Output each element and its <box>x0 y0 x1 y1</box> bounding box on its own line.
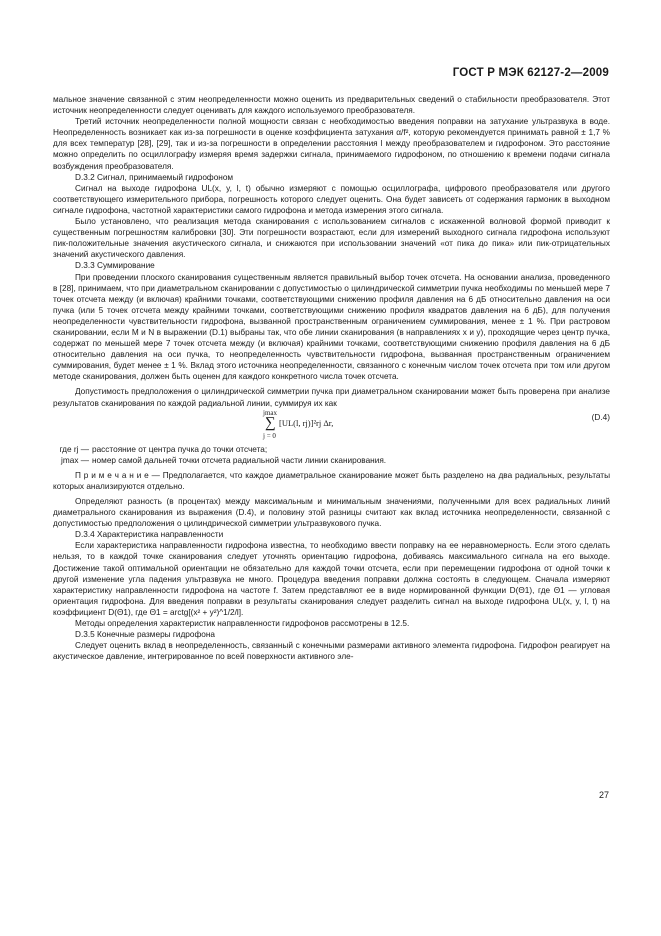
paragraph: Методы определения характеристик направленности гидрофонов рассмотрены в 12.5. <box>75 619 410 629</box>
section-heading-d32: D.3.2 Сигнал, принимаемый гидрофоном <box>75 172 234 182</box>
page-number: 27 <box>598 790 609 800</box>
equation-d4 <box>53 410 610 444</box>
equation-body: [UL(l, rj)]²rj Δr, <box>279 417 334 428</box>
note: П р и м е ч а н и е — Предполагается, что каждое диаметральное сканирование может быть разделено на два радиальных, результаты которых анализируются отдельно. <box>53 470 610 491</box>
paragraph: Было установлено, что реализация метода сканирования с использованием сигналов с искаженной волновой формой приводит к существенным погрешностям калибровки [30]. Эти погрешности возрастают, если для измерений выходного сигнала гидрофона используют пик-положительные значения акустического сигнала, и снижаются при использовании значений «от пика до пика» или пик-отрицательных значений акустического давления. <box>53 217 610 260</box>
section-heading-d33: D.3.3 Суммирование <box>75 261 155 271</box>
section-heading-d34: D.3.4 Характеристика направленности <box>75 530 224 540</box>
definition-symbol: jmax — <box>61 455 89 465</box>
definition-text: номер самой дальней точки отсчета радиальной части линии сканирования. <box>92 455 387 465</box>
definition-text: расстояние от центра пучка до точки отсчета; <box>92 444 268 454</box>
definition-symbol: где rj — <box>59 444 89 454</box>
paragraph: Следует оценить вклад в неопределенность, связанный с конечными размерами активного элемента гидрофона. Гидрофон реагирует на акустическое давление, интегрированное по всей поверхности активного эле- <box>53 641 610 662</box>
paragraph: Допустимость предположения о цилиндрической симметрии пучка при диаметральном сканировании может быть проверена при анализе результатов сканирования по каждой радиальной линии, суммируя их как <box>53 387 610 408</box>
document-body <box>53 94 610 662</box>
paragraph: Если характеристика направленности гидрофона известна, то необходимо ввести поправку на ее неравномерность. Если этого сделать нельзя, то в каждой точке сканирования следует уточнять ориентацию гидрофона, добиваясь максимального сигнала на его выходе. Достижение такой оптимальной ориентации не обязательно для каждой точки отсчета, если при перемещении гидрофона от одной точки к другой изменение угла падения ультразвука не много. Процедура введения поправки должна состоять в следующем. Сначала измеряют характеристику направленности гидрофона на частоте f. Затем представляют ее в виде нормированной функции D(Θ1), где Θ1 — угловая ориентация гидрофона. Для введения поправки в результаты сканирования следует разделить сигнал на выходе гидрофона UL(x, y, l, t) на коэффициент D(Θ1), где Θ1 = arctg[(x² + y²)^1/2/l]. <box>53 541 610 617</box>
definition-row <box>53 455 610 466</box>
variable-definitions <box>53 444 610 466</box>
paragraph: Определяют разность (в процентах) между максимальным и минимальным значениями, полученными для всех радиальных линий диаметрального сканирования из выражения (D.4), и половину этой разницы считают как вклад источника неопределенности, связанной с допустимостью предположения о цилиндрической симметрии ультразвукового пучка. <box>53 497 610 529</box>
definition-row <box>53 444 610 455</box>
paragraph: При проведении плоского сканирования существенным является правильный выбор точек отсчета. На основании анализа, проведенного в [28], принимаем, что при диаметральном сканировании с допустимостью о цилиндрической симметрии пучка необходимы по меньшей мере 7 точек отсчета между (и включая) крайними точками, соответствующими снижению профиля давления на 6 дБ относительно давления на оси пучка (или 5 точек отсчета между крайними точками, соответствующими снижению профиля квадратов давления на 6 дБ), для получения неопределенности чувствительности гидрофона, вызванной пространственным ограничением суммирования, менее ± 1 %. При растровом сканировании, если M и N в выражении (D.1) выбраны так, что обе линии сканирования (в направлениях x и y), проходящие через центр пучка, содержат по меньшей мере 7 точек отсчета между (и включая) крайними точками, соответствующими снижению профиля давления на 6 дБ относительно давления на оси пучка, то неопределенность чувствительности гидрофона, вызванная пространственным ограничением суммирования, будет менее ± 1 %. Вклад этого источника неопределенности, связанного с конечным числом точек отсчета при том или другом методе сканирования, должен быть оценен для каждого конкретного числа точек отсчета. <box>53 272 610 382</box>
equation-number: (D.4) <box>591 412 610 422</box>
document-header: ГОСТ Р МЭК 62127-2—2009 <box>452 67 609 79</box>
paragraph: Сигнал на выходе гидрофона UL(x, y, l, t) обычно измеряют с помощью осциллографа, цифрового преобразователя или другого соответствующего измерительного прибора, погрешность которого следует оценить. Она будет зависеть от содержания гармоник в выходном сигнале гидрофона, частотной характеристики самого гидрофона и метода измерения этого сигнала. <box>53 183 610 215</box>
sum-lower-limit: j = 0 <box>263 431 276 440</box>
paragraph: мальное значение связанной с этим неопределенности можно оценить из предварительных сведений о стабильности преобразователя. Этот источник неопределенности следует оценивать для каждого используемого преобразователя. <box>53 95 610 116</box>
section-heading-d35: D.3.5 Конечные размеры гидрофона <box>75 630 216 640</box>
paragraph: Третий источник неопределенности полной мощности связан с необходимостью введения поправки на затухание ультразвука в воде. Неопределенность возникает как из-за погрешности в оценке коэффициента затухания α/f², которую рекомендуется принимать равной ± 1,7 % для всех температур [28], [29], так и из-за погрешности в определении расстояния l между преобразователем и гидрофоном. Это расстояние можно определить по осциллографу измеряя время задержки сигнала, принимаемого гидрофоном, по отношению к времени подачи сигнала возбуждения преобразователя. <box>53 117 610 171</box>
sum-symbol: ∑ <box>265 414 276 431</box>
sum-upper-limit: jmax <box>263 408 277 417</box>
